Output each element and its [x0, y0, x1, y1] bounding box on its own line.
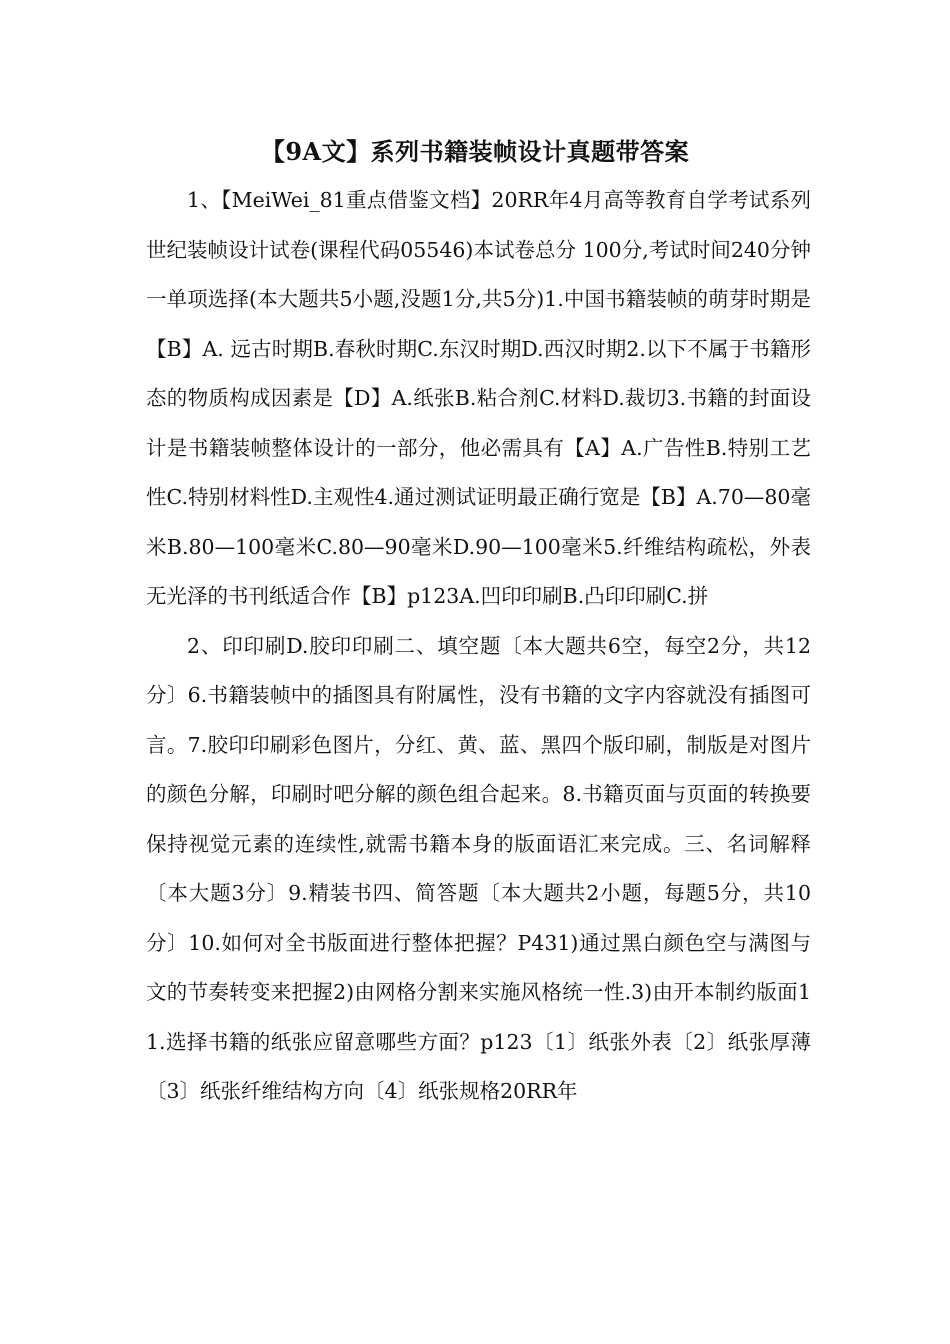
paragraph-1: 1、【MeiWei_81重点借鉴文档】20RR年4月高等教育自学考试系列世纪装帧设计试卷(课程代码05546)本试卷总分 100分,考试时间240分钟一单项选择(本大题共5小题,没题1分,共5分)1.中国书籍装帧的萌芽时期是【B】A. 远古时期B.春秋时期C.东汉时期D.西汉时期2.以下不属于书籍形态的物质构成因素是【D】A.纸张B.粘合剂C.材料D.裁切3.书籍的封面设计是书籍装帧整体设计的一部分，他必需具有【A】A.广告性B.特别工艺性C.特别材料性D.主观性4.通过测试证明最正确行宽是【B】A.70—80毫米B.80—100毫米C.80—90毫米D.90—100毫米5.纤维结构疏松，外表无光泽的书刊纸适合作【B】p123A.凹印印刷B.凸印印刷C.拼 [146, 188, 811, 608]
document-title: 【9A文】系列书籍装帧设计真题带答案 [260, 137, 690, 166]
document-body [146, 176, 811, 1117]
paragraph-2: 2、印印刷D.胶印印刷二、填空题〔本大题共6空，每空2分，共12分〕6.书籍装帧中的插图具有附属性，没有书籍的文字内容就没有插图可言。7.胶印印刷彩色图片，分红、黄、蓝、黑四个版印刷，制版是对图片的颜色分解，印刷时吧分解的颜色组合起来。8.书籍页面与页面的转换要保持视觉元素的连续性,就需书籍本身的版面语汇来完成。三、名词解释〔本大题3分〕9.精装书四、简答题〔本大题共2小题，每题5分，共10分〕10.如何对全书版面进行整体把握？P431)通过黑白颜色空与满图与文的节奏转变来把握2)由网格分割来实施风格统一性.3)由开本制约版面11.选择书籍的纸张应留意哪些方面？p123〔1〕纸张外表〔2〕纸张厚薄〔3〕纸张纤维结构方向〔4〕纸张规格20RR年 [146, 633, 811, 1103]
